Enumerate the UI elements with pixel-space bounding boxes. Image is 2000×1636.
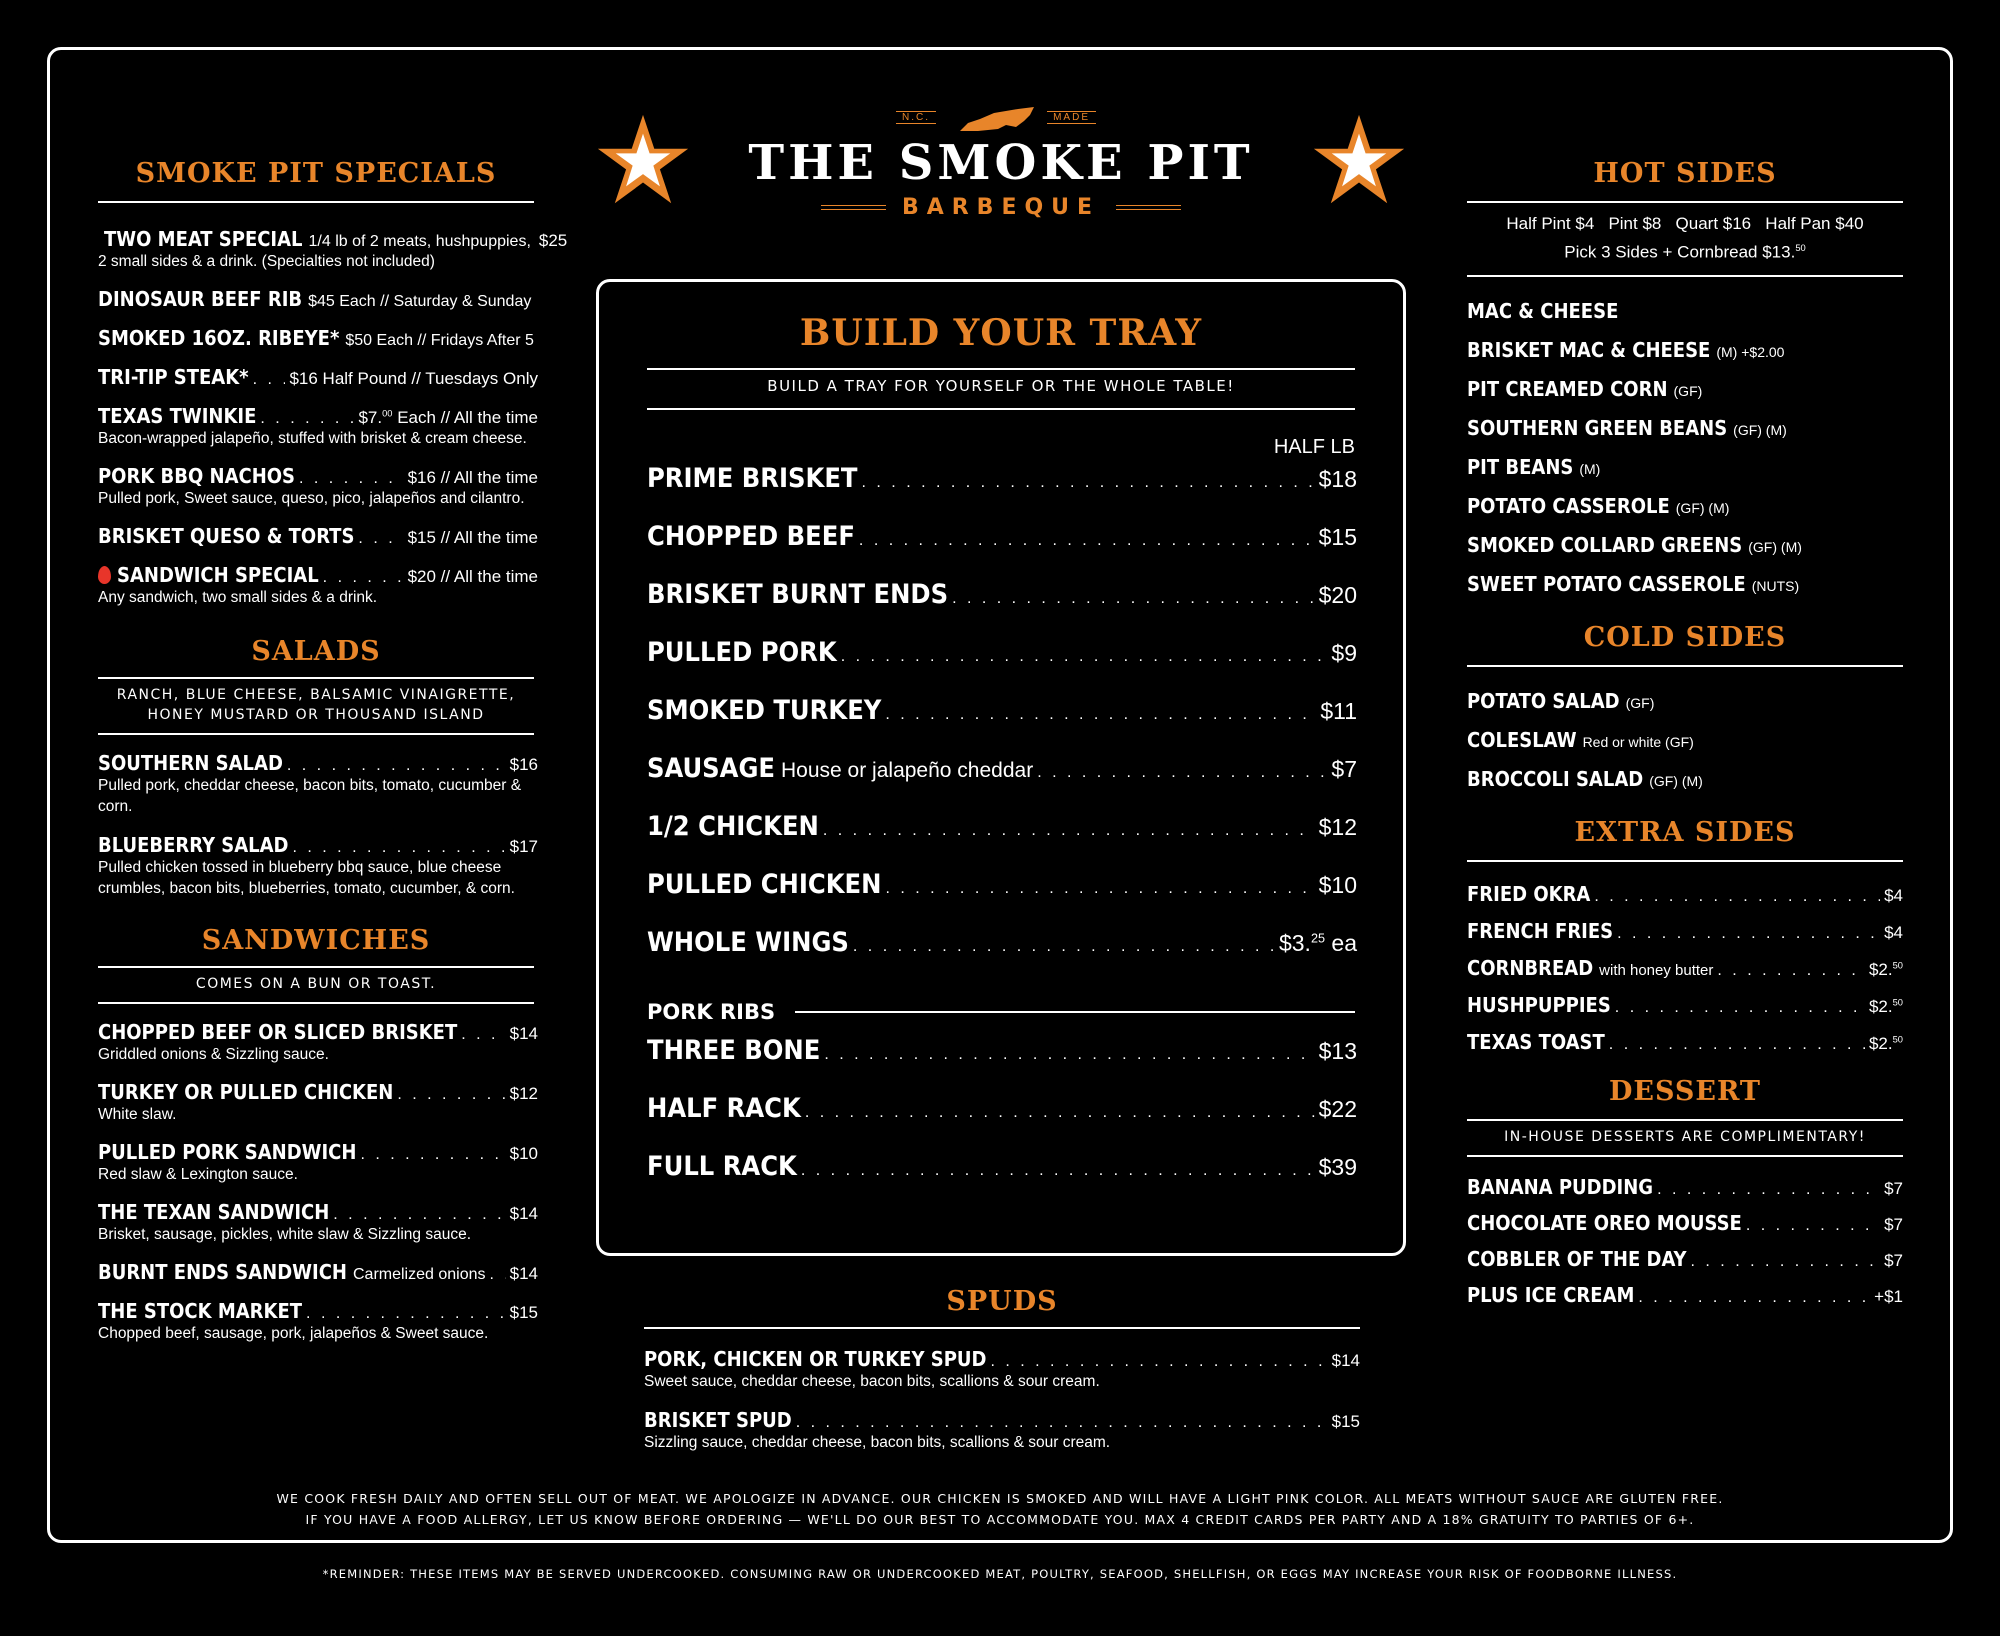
item-desc: Red slaw & Lexington sauce. [98, 1166, 298, 1183]
item-tag: (GF) [1625, 694, 1655, 711]
item-name: SMOKED 16OZ. RIBEYE* [98, 326, 340, 350]
item-price: $7 [1884, 1178, 1903, 1198]
item-price: $15 [1318, 524, 1357, 550]
item-name: BROCCOLI SALAD [1467, 766, 1644, 791]
item-tag: (GF) (M) [1649, 772, 1703, 789]
item-price: +$1 [1874, 1286, 1903, 1306]
menu-item [98, 524, 538, 548]
menu-item [98, 365, 538, 389]
menu-item-row [647, 695, 1357, 753]
item-name: SAUSAGE [647, 753, 776, 784]
item-inline-desc: $50 Each // Fridays After 5 [345, 332, 534, 349]
menu-item-row [1467, 689, 1903, 713]
menu-item-row [98, 833, 538, 857]
menu-item [98, 833, 538, 899]
item-price: $16 // All the time [407, 468, 538, 487]
menu-item-row [98, 524, 538, 548]
hot-sides-combo: Pick 3 Sides + Cornbread $13.50 [1564, 242, 1806, 262]
leader-dots [1691, 1253, 1881, 1271]
pork-ribs-label: PORK RIBS [647, 1000, 776, 1024]
item-price: $7 [1884, 1214, 1903, 1234]
leader-dots [859, 532, 1315, 550]
item-name: THE STOCK MARKET [98, 1299, 303, 1323]
item-name: SANDWICH SPECIAL [117, 563, 319, 587]
menu-item [647, 1035, 1357, 1093]
size-label-half-lb: HALF LB [1273, 436, 1355, 458]
item-inline-desc: Carmelized onions [352, 1266, 486, 1283]
item-name: MAC & CHEESE [1467, 298, 1619, 323]
sandwiches-note: COMES ON A BUN OR TOAST. [195, 976, 437, 992]
item-price: $7.00 Each // All the time [358, 408, 538, 427]
leader-dots [287, 757, 506, 775]
item-inline-desc: 1/4 lb of 2 meats, hushpuppies, [308, 233, 531, 250]
item-tag: (M) +$2.00 [1716, 343, 1785, 360]
sandwiches-title: SANDWICHES [201, 925, 431, 956]
menu-item [98, 1260, 538, 1284]
item-price: $3.25 ea [1278, 930, 1357, 956]
item-name: BURNT ENDS SANDWICH [98, 1260, 347, 1284]
menu-item [1467, 767, 1903, 791]
item-name: BLUEBERRY SALAD [98, 833, 289, 857]
tray-title: BUILD YOUR TRAY [799, 312, 1203, 354]
leader-dots [952, 590, 1315, 608]
item-name: PORK BBQ NACHOS [98, 464, 296, 488]
item-price: $11 [1320, 698, 1357, 724]
spuds-list [644, 1347, 1360, 1453]
extra-sides-list [1467, 882, 1903, 1054]
item-desc: Bacon-wrapped jalapeño, stuffed with brisket & cream cheese. [98, 430, 527, 447]
item-price: $10 [509, 1144, 538, 1163]
item-desc: White slaw. [98, 1106, 177, 1123]
north-carolina-map-icon [958, 105, 1036, 135]
item-name: BANANA PUDDING [1467, 1174, 1654, 1199]
leader-dots [862, 474, 1315, 492]
item-name: THE TEXAN SANDWICH [98, 1200, 330, 1224]
menu-item [98, 404, 538, 449]
item-price: $4 [1884, 922, 1903, 942]
item-price: $14 [509, 1024, 538, 1043]
item-price: $22 [1318, 1096, 1357, 1122]
item-name: COBBLER OF THE DAY [1467, 1246, 1687, 1271]
menu-item-row [647, 1035, 1357, 1093]
leader-dots [824, 1046, 1314, 1064]
menu-item [98, 1299, 538, 1344]
item-name: TRI-TIP STEAK* [98, 365, 249, 389]
item-inline-desc: $45 Each // Saturday & Sunday [308, 293, 532, 310]
item-name: CHOPPED BEEF [647, 521, 855, 552]
item-desc: Sizzling sauce, cheddar cheese, bacon bits, scallions & sour cream. [644, 1434, 1111, 1451]
item-tag: (NUTS) [1751, 577, 1800, 594]
item-name: FRENCH FRIES [1467, 918, 1614, 943]
menu-item-row [98, 1020, 538, 1044]
hot-sides-title: HOT SIDES [1593, 158, 1777, 189]
menu-item-row [98, 1299, 538, 1323]
menu-item-row [98, 326, 538, 350]
menu-item-row [98, 1260, 538, 1284]
menu-item-row [647, 521, 1357, 579]
menu-item [647, 521, 1357, 579]
restaurant-name: THE SMOKE PIT [748, 135, 1254, 191]
menu-item [1467, 728, 1903, 752]
item-desc: Any sandwich, two small sides & a drink. [98, 589, 378, 606]
menu-item-row [647, 869, 1357, 927]
menu-item [98, 287, 538, 311]
item-desc: crumbles, bacon bits, blueberries, tomato, cucumber, & corn. [98, 880, 515, 897]
item-price: $10 [1318, 872, 1357, 898]
menu-item-row [1467, 416, 1903, 440]
leader-dots [1594, 888, 1880, 906]
cold-sides-title: COLD SIDES [1583, 621, 1787, 653]
leader-dots [461, 1026, 505, 1044]
leader-dots [299, 470, 404, 488]
specials-list [98, 227, 568, 608]
item-price: $20 // All the time [407, 567, 538, 586]
leader-dots [358, 530, 403, 548]
item-price: $16 [509, 755, 538, 774]
menu-item [98, 1020, 538, 1065]
item-name: CHOCOLATE OREO MOUSSE [1467, 1210, 1742, 1235]
item-desc: Sweet sauce, cheddar cheese, bacon bits, scallions & sour cream. [644, 1373, 1100, 1390]
menu-item-row [647, 927, 1357, 985]
leader-dots [490, 1266, 506, 1284]
cold-sides-list [1467, 689, 1903, 791]
item-name: PORK, CHICKEN OR TURKEY SPUD [644, 1347, 987, 1371]
menu-item-row [647, 579, 1357, 637]
right-column [1467, 158, 1903, 1319]
menu-item-row [647, 1093, 1357, 1151]
menu-item-row [1467, 1175, 1903, 1199]
menu-item [98, 1200, 538, 1245]
item-name: BRISKET QUESO & TORTS [98, 524, 355, 548]
extra-sides-title: EXTRA SIDES [1574, 816, 1796, 848]
leader-dots [333, 1206, 505, 1224]
menu-item-row [1467, 767, 1903, 791]
item-name: FULL RACK [647, 1151, 797, 1182]
leader-dots [1746, 1217, 1880, 1235]
menu-item-row [1467, 1211, 1903, 1235]
hot-sides-list [1467, 299, 1903, 596]
item-desc: Pulled pork, cheddar cheese, bacon bits, tomato, cucumber & corn. [98, 777, 522, 815]
spuds-title: SPUDS [946, 1286, 1058, 1317]
menu-item-row [98, 287, 538, 311]
menu-item-row [1467, 882, 1903, 906]
item-name: PULLED PORK [647, 637, 837, 668]
menu-item [1467, 416, 1903, 440]
menu-item [98, 326, 538, 350]
menu-item [647, 1093, 1357, 1151]
item-price: $17 [509, 837, 538, 856]
footer-notes [60, 1488, 1940, 1530]
item-name: TEXAS TWINKIE [98, 404, 257, 428]
left-star-icon [596, 113, 690, 207]
menu-item-row [1467, 1247, 1903, 1271]
menu-item [1467, 1283, 1903, 1307]
menu-item-row [1467, 1283, 1903, 1307]
sandwiches-list [98, 1020, 538, 1344]
item-inline-desc: House or jalapeño cheddar [781, 759, 1034, 782]
menu-item-row [98, 404, 538, 428]
item-price: $16 Half Pound // Tuesdays Only [289, 369, 538, 388]
right-star-icon [1312, 113, 1406, 207]
leader-dots [1617, 925, 1880, 943]
item-price: $14 [509, 1264, 538, 1283]
item-name: SMOKED COLLARD GREENS [1467, 532, 1743, 557]
menu-item [647, 753, 1357, 811]
item-price: $13 [1318, 1038, 1357, 1064]
menu-item [644, 1408, 1360, 1453]
leader-dots [1717, 962, 1865, 980]
menu-item [647, 463, 1357, 521]
item-price: $15 // All the time [407, 528, 538, 547]
menu-item-row [647, 463, 1357, 521]
menu-item-row [98, 464, 538, 488]
item-price: $14 [509, 1204, 538, 1223]
item-tag: (GF) (M) [1733, 421, 1787, 438]
item-tag: (GF) (M) [1675, 499, 1730, 516]
item-price: $12 [509, 1084, 538, 1103]
menu-item-row [1467, 572, 1903, 596]
item-name: PLUS ICE CREAM [1467, 1282, 1635, 1307]
menu-item-row [1467, 993, 1903, 1017]
item-name: 1/2 CHICKEN [647, 811, 819, 842]
menu-item [647, 811, 1357, 869]
menu-item [1467, 956, 1903, 980]
item-tag: (M) [1579, 460, 1601, 477]
item-name: PRIME BRISKET [647, 463, 858, 494]
item-price: $12 [1318, 814, 1357, 840]
menu-item-row [644, 1408, 1360, 1432]
leader-dots [253, 371, 286, 389]
item-price: $39 [1318, 1154, 1357, 1180]
menu-item-row [1467, 533, 1903, 557]
menu-item [1467, 919, 1903, 943]
item-price: $18 [1318, 466, 1357, 492]
leader-dots [293, 839, 506, 857]
leader-dots [805, 1104, 1315, 1122]
specials-title: SMOKE PIT SPECIALS [135, 158, 497, 189]
item-desc: 2 small sides & a drink. (Specialties not included) [98, 253, 435, 270]
hot-sides-sizes: Half Pint $4 Pint $8 Quart $16 Half Pan $40 [1506, 214, 1864, 233]
menu-item-row [1467, 455, 1903, 479]
item-name: BRISKET BURNT ENDS [647, 579, 949, 610]
menu-item-row [647, 1151, 1357, 1209]
item-price: $2.50 [1868, 1033, 1903, 1053]
menu-item-row [98, 227, 568, 251]
item-price: $7 [1884, 1250, 1903, 1270]
item-name: SOUTHERN GREEN BEANS [1467, 415, 1728, 440]
item-name: PULLED CHICKEN [647, 869, 882, 900]
item-name: DINOSAUR BEEF RIB [98, 287, 303, 311]
leader-dots [885, 706, 1316, 724]
menu-item [647, 927, 1357, 985]
leader-dots [801, 1162, 1315, 1180]
menu-item [647, 637, 1357, 695]
leader-dots [1657, 1181, 1880, 1199]
item-name: CORNBREAD [1467, 955, 1594, 980]
footer-line-1: WE COOK FRESH DAILY AND OFTEN SELL OUT OF MEAT. WE APOLOGIZE IN ADVANCE. OUR CHICKEN IS SMOKED AND WILL HAVE A LIGHT PINK COLOR. ALL MEATS WITHOUT SAUCE ARE GLUTEN FREE. [276, 1491, 1724, 1506]
menu-item-row [98, 751, 538, 775]
item-price: $14 [1331, 1351, 1360, 1370]
menu-item [1467, 455, 1903, 479]
footer-line-2: IF YOU HAVE A FOOD ALLERGY, LET US KNOW BEFORE ORDERING — WE'LL DO OUR BEST TO ACCOMMODATE YOU. MAX 4 CREDIT CARDS PER PARTY AND A 18% GRATUITY TO PARTIES OF 6+. [305, 1512, 1695, 1527]
menu-item [1467, 1175, 1903, 1199]
item-tag: (GF) (M) [1748, 538, 1802, 555]
dessert-title: DESSERT [1608, 1075, 1762, 1107]
item-name: FRIED OKRA [1467, 881, 1591, 906]
item-name: BRISKET MAC & CHEESE [1467, 337, 1711, 362]
item-name: BRISKET SPUD [644, 1408, 792, 1432]
item-price: $15 [1331, 1412, 1360, 1431]
leader-dots [841, 648, 1328, 666]
item-name: CHOPPED BEEF OR SLICED BRISKET [98, 1020, 458, 1044]
menu-item-row [98, 1080, 538, 1104]
menu-item-row [1467, 919, 1903, 943]
tray-list [647, 463, 1357, 985]
item-price: $25 [538, 231, 568, 250]
leader-dots [885, 880, 1314, 898]
menu-item-row [644, 1347, 1360, 1371]
item-tag: (GF) [1673, 382, 1703, 399]
item-desc: Griddled onions & Sizzling sauce. [98, 1046, 329, 1063]
ribs-list [647, 1035, 1357, 1209]
menu-item-row [1467, 377, 1903, 401]
menu-item [1467, 689, 1903, 713]
menu-item [1467, 1211, 1903, 1235]
menu-item [1467, 533, 1903, 557]
menu-item-row [647, 637, 1357, 695]
item-name: HUSHPUPPIES [1467, 992, 1611, 1017]
item-price: $9 [1331, 640, 1357, 666]
menu-item [1467, 338, 1903, 362]
menu-item [1467, 882, 1903, 906]
leader-dots [1615, 999, 1865, 1017]
header [596, 95, 1406, 235]
leader-dots [397, 1086, 505, 1104]
item-name: TURKEY OR PULLED CHICKEN [98, 1080, 394, 1104]
leader-dots [306, 1305, 506, 1323]
spuds-section [644, 1286, 1360, 1469]
salads-dressings-line1: RANCH, BLUE CHEESE, BALSAMIC VINAIGRETTE, [116, 687, 516, 703]
menu-item [98, 751, 538, 817]
menu-item-row [647, 753, 1357, 811]
item-name: SOUTHERN SALAD [98, 751, 283, 775]
item-price: $7 [1331, 756, 1357, 782]
menu-item [98, 464, 538, 509]
menu-item-row [98, 365, 538, 389]
item-name: WHOLE WINGS [647, 927, 849, 958]
menu-item-row [98, 1140, 538, 1164]
leader-dots [323, 569, 404, 587]
menu-item [1467, 299, 1903, 323]
menu-item [647, 695, 1357, 753]
item-name: TEXAS TOAST [1467, 1029, 1605, 1054]
menu-item-row [647, 811, 1357, 869]
menu-item-row [1467, 494, 1903, 518]
item-price: $2.50 [1868, 996, 1903, 1016]
item-name: POTATO SALAD [1467, 688, 1620, 713]
item-name: PIT BEANS [1467, 454, 1574, 479]
salads-dressings-line2: HONEY MUSTARD OR THOUSAND ISLAND [147, 707, 485, 723]
leader-dots [823, 822, 1315, 840]
menu-item-row [1467, 338, 1903, 362]
menu-item [647, 869, 1357, 927]
item-name: HALF RACK [647, 1093, 801, 1124]
item-inline-desc: with honey butter [1599, 961, 1714, 979]
leader-dots [1638, 1289, 1870, 1307]
menu-item [98, 563, 538, 608]
item-desc: Pulled pork, Sweet sauce, queso, pico, jalapeños and cilantro. [98, 490, 525, 507]
menu-item [1467, 993, 1903, 1017]
item-price: $20 [1318, 582, 1357, 608]
menu-item-row [98, 1200, 538, 1224]
flame-icon [98, 566, 111, 584]
menu-item-row [98, 563, 538, 587]
menu-item-row [1467, 1030, 1903, 1054]
menu-item-row [1467, 956, 1903, 980]
leader-dots [1609, 1036, 1865, 1054]
item-price: $15 [509, 1303, 538, 1322]
tray-subtitle: BUILD A TRAY FOR YOURSELF OR THE WHOLE TABLE! [767, 377, 1235, 395]
made-label: MADE [1047, 111, 1096, 124]
dessert-list [1467, 1175, 1903, 1307]
item-name: PULLED PORK SANDWICH [98, 1140, 357, 1164]
item-desc: Chopped beef, sausage, pork, jalapeños & Sweet sauce. [98, 1325, 489, 1342]
item-name: SMOKED TURKEY [647, 695, 882, 726]
salads-title: SALADS [251, 636, 381, 667]
item-name: POTATO CASSEROLE [1467, 493, 1670, 518]
leader-dots [360, 1146, 505, 1164]
leader-dots [990, 1353, 1327, 1371]
item-name: TWO MEAT SPECIAL [104, 227, 303, 251]
menu-item [1467, 572, 1903, 596]
menu-item [1467, 1247, 1903, 1271]
build-your-tray-box [596, 279, 1406, 1256]
salads-list [98, 751, 538, 899]
item-desc: Pulled chicken tossed in blueberry bbq sauce, blue cheese [98, 859, 502, 876]
menu-item [98, 1140, 538, 1185]
leader-dots [260, 410, 354, 428]
restaurant-subtitle: BARBEQUE [901, 195, 1101, 220]
item-tag: Red or white (GF) [1582, 733, 1694, 750]
menu-item-row [1467, 728, 1903, 752]
item-name: PIT CREAMED CORN [1467, 376, 1668, 401]
menu-item [644, 1347, 1360, 1392]
menu-item [1467, 494, 1903, 518]
nc-label: N.C. [896, 111, 936, 124]
leader-dots [1037, 764, 1327, 782]
menu-item [98, 1080, 538, 1125]
item-name: COLESLAW [1467, 727, 1577, 752]
item-price: $4 [1884, 885, 1903, 905]
left-column [98, 158, 568, 1359]
menu-item [98, 227, 568, 272]
item-name: SWEET POTATO CASSEROLE [1467, 571, 1746, 596]
item-price: $2.50 [1868, 959, 1903, 979]
footer-reminder: *REMINDER: THESE ITEMS MAY BE SERVED UNDERCOOKED. CONSUMING RAW OR UNDERCOOKED MEAT, POULTRY, SEAFOOD, SHELLFISH, OR EGGS MAY INCREASE YOUR RISK OF FOODBORNE ILLNESS. [322, 1567, 1678, 1581]
menu-item [647, 579, 1357, 637]
dessert-note: IN-HOUSE DESSERTS ARE COMPLIMENTARY! [1504, 1128, 1866, 1145]
item-desc: Brisket, sausage, pickles, white slaw & Sizzling sauce. [98, 1226, 472, 1243]
leader-dots [853, 938, 1275, 956]
menu-item [1467, 1030, 1903, 1054]
item-name: THREE BONE [647, 1035, 821, 1066]
menu-item [1467, 377, 1903, 401]
leader-dots [796, 1414, 1328, 1432]
menu-item [647, 1151, 1357, 1209]
menu-item-row [1467, 299, 1903, 323]
